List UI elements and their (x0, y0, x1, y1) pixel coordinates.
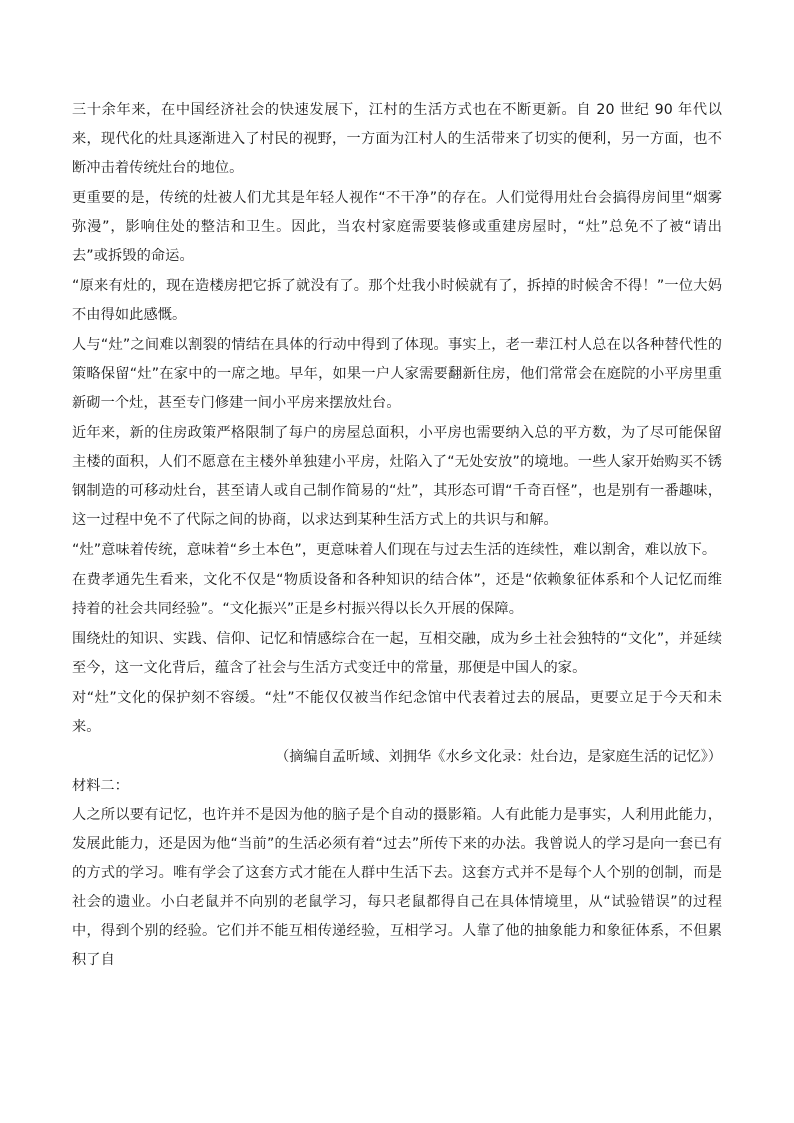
article-paragraph-1: 三十余年来，在中国经济社会的快速发展下，江村的生活方式也在不断更新。自 20 世纪 90 年代以来，现代化的灶具逐渐进入了村民的视野，一方面为江村人的生活带来了切实的便利，另一方面，也不断冲击着传统灶台的地位。 (72, 102, 722, 176)
article-paragraph-2: 更重要的是，传统的灶被人们尤其是年轻人视作“不干净”的存在。人们觉得用灶台会搞得房间里“烟雾弥漫”，影响住处的整洁和卫生。因此，当农村家庭需要装修或重建房屋时，“灶”总免不了被“请出去”或拆毁的命运。 (72, 190, 722, 264)
article-paragraph-8: 围绕灶的知识、实践、信仰、记忆和情感综合在一起，互相交融，成为乡土社会独特的“文化”，并延续至今，这一文化背后，蕴含了社会与生活方式变迁中的常量，那便是中国人的家。 (72, 631, 722, 676)
article-paragraph-9: 对“灶”文化的保护刻不容缓。“灶”不能仅仅被当作纪念馆中代表着过去的展品，更要立足于今天和未来。 (72, 690, 722, 735)
material-2-heading: 材料二： (72, 778, 129, 794)
document-page (72, 96, 722, 976)
article-source-citation: （摘编自孟昕域、刘拥华《水乡文化录：灶台边，是家庭生活的记忆》） (275, 749, 722, 765)
article-paragraph-6: “灶”意味着传统，意味着“乡土本色”，更意味着人们现在与过去生活的连续性，难以割舍，难以放下。 (72, 542, 717, 558)
material-2-paragraph: 人之所以要有记忆，也许并不是因为他的脑子是个自动的摄影箱。人有此能力是事实，人利用此能力，发展此能力，还是因为他“当前”的生活必须有着“过去”所传下来的办法。我曾说人的学习是向一套已有的方式的学习。唯有学会了这套方式才能在人群中生活下去。这套方式并不是每个人个别的创制，而是社会的遗业。小白老鼠并不向别的老鼠学习，每只老鼠都得自己在具体情境里，从“试验错误”的过程中，得到个别的经验。它们并不能互相传递经验，互相学习。人靠了他的抽象能力和象征体系，不但累积了自 (72, 807, 722, 968)
article-paragraph-7: 在费孝通先生看来，文化不仅是“物质设备和各种知识的结合体”，还是“依赖象征体系和个人记忆而维持着的社会共同经验”。“文化振兴”正是乡村振兴得以长久开展的保障。 (72, 572, 722, 617)
article-paragraph-3: “原来有灶的，现在造楼房把它拆了就没有了。那个灶我小时候就有了，拆掉的时候舍不得！”一位大妈不由得如此感慨。 (72, 278, 722, 323)
article-paragraph-5: 近年来，新的住房政策严格限制了每户的房屋总面积，小平房也需要纳入总的平方数，为了尽可能保留主楼的面积，人们不愿意在主楼外单独建小平房，灶陷入了“无处安放”的境地。一些人家开始购买不锈钢制造的可移动灶台，甚至请人或自己制作简易的“灶”，其形态可谓“千奇百怪”，也是别有一番趣味，这一过程中免不了代际之间的协商，以求达到某种生活方式上的共识与和解。 (72, 425, 722, 528)
article-paragraph-4: 人与“灶”之间难以割裂的情结在具体的行动中得到了体现。事实上，老一辈江村人总在以各种替代性的策略保留“灶”在家中的一席之地。早年，如果一户人家需要翻新住房，他们常常会在庭院的小平房里重新砌一个灶，甚至专门修建一间小平房来摆放灶台。 (72, 337, 722, 411)
